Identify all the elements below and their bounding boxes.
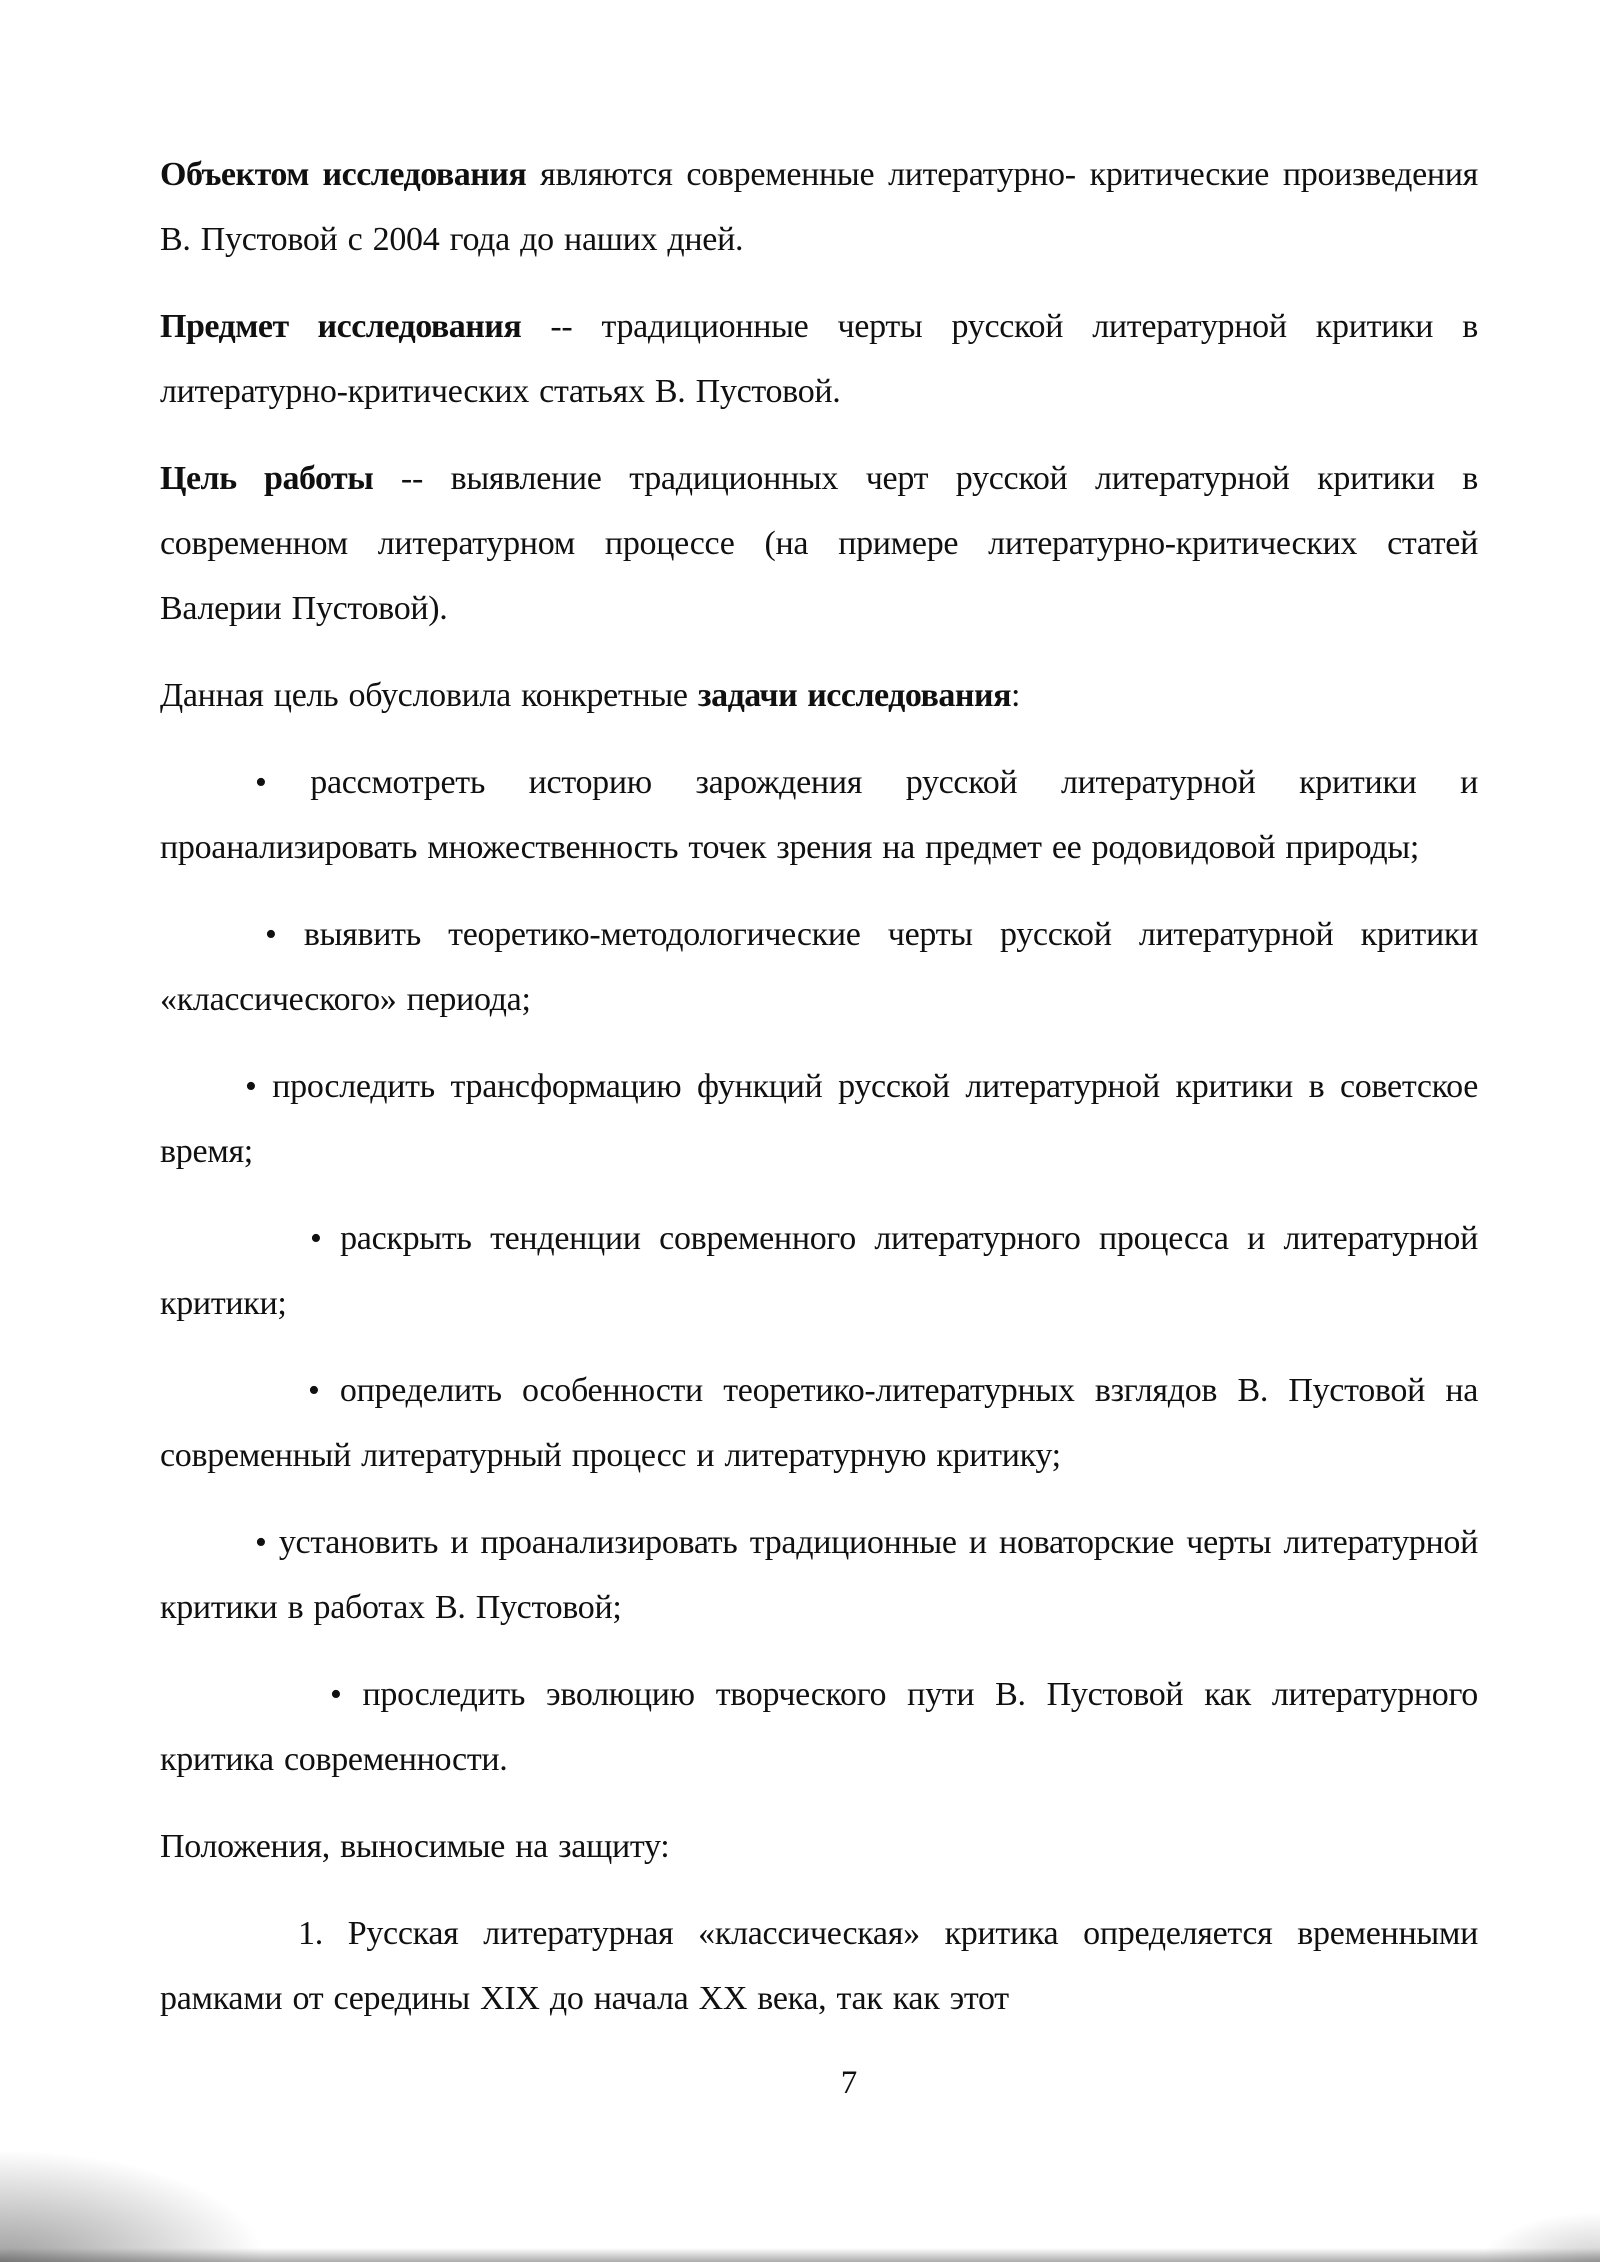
bullet-icon: • [265,916,277,953]
paragraph-goal [160,446,1478,641]
bullet-icon: • [308,1372,320,1409]
numbered-item-1 [160,1901,1478,2031]
paragraph-goal-text: -- выявление традиционных черт русской литературной критики в современном литературном процессе (на примере литературно-критических статей Валерии Пустовой). [160,460,1478,627]
task-item-4-text: раскрыть тенденции современного литературного процесса и литературной критики; [160,1220,1478,1322]
paragraph-object-text: являются современные литературно- критические произведения В. Пустовой с 2004 года до наших дней. [160,156,1478,258]
paragraph-object-lead: Объектом исследования [160,156,527,193]
task-item-2-text: выявить теоретико-методологические черты русской литературной критики «классического» периода; [160,916,1479,1018]
task-item-5-text: определить особенности теоретико-литературных взглядов В. Пустовой на современный литературный процесс и литературную критику; [160,1372,1479,1474]
bullet-icon: • [255,1524,267,1561]
paragraph-goal-lead: Цель работы [160,460,374,497]
tasks-intro-bold: задачи исследования [697,677,1011,714]
task-item-6 [160,1510,1478,1640]
bullet-icon: • [330,1676,342,1713]
scan-shadow-corner-left [0,2152,260,2262]
task-item-7-text: проследить эволюцию творческого пути В. Пустовой как литературного критика современности. [160,1676,1478,1778]
task-item-5 [160,1358,1478,1488]
page-number: 7 [840,2065,858,2101]
tasks-intro-post: : [1010,677,1021,714]
paragraph-subject-lead: Предмет исследования [160,308,522,345]
scan-shadow-bottom-edge [0,2248,1600,2262]
paragraph-subject-text: -- традиционные черты русской литературной критики в литературно-критических статьях В. Пустовой. [160,308,1478,410]
task-item-4 [160,1206,1478,1336]
task-item-3 [160,1054,1478,1184]
paragraph-provisions: Положения, выносимые на защиту: [160,1828,670,1865]
scan-shadow-corner-right [1480,2212,1600,2262]
paragraph-subject [160,294,1478,424]
task-item-3-text: проследить трансформацию функций русской литературной критики в советское время; [160,1068,1479,1170]
numbered-item-1-number: 1. [298,1915,323,1952]
paragraph-object [160,142,1478,272]
task-item-7 [160,1662,1478,1792]
bullet-icon: • [245,1068,257,1105]
task-item-6-text: установить и проанализировать традиционные и новаторские черты литературной критики в работах В. Пустовой; [160,1524,1478,1626]
task-item-1 [160,750,1478,880]
numbered-item-1-text: Русская литературная «классическая» критика определяется временными рамками от середины XIX до начала XX века, так как этот [160,1915,1479,2017]
task-item-2 [160,902,1478,1032]
bullet-icon: • [310,1220,322,1257]
task-item-1-text: рассмотреть историю зарождения русской литературной критики и проанализировать множественность точек зрения на предмет ее родовидовой природы; [160,764,1479,866]
tasks-intro-pre: Данная цель обусловила конкретные [160,677,698,714]
paragraph-tasks-intro [160,663,1478,728]
bullet-icon: • [255,764,267,801]
